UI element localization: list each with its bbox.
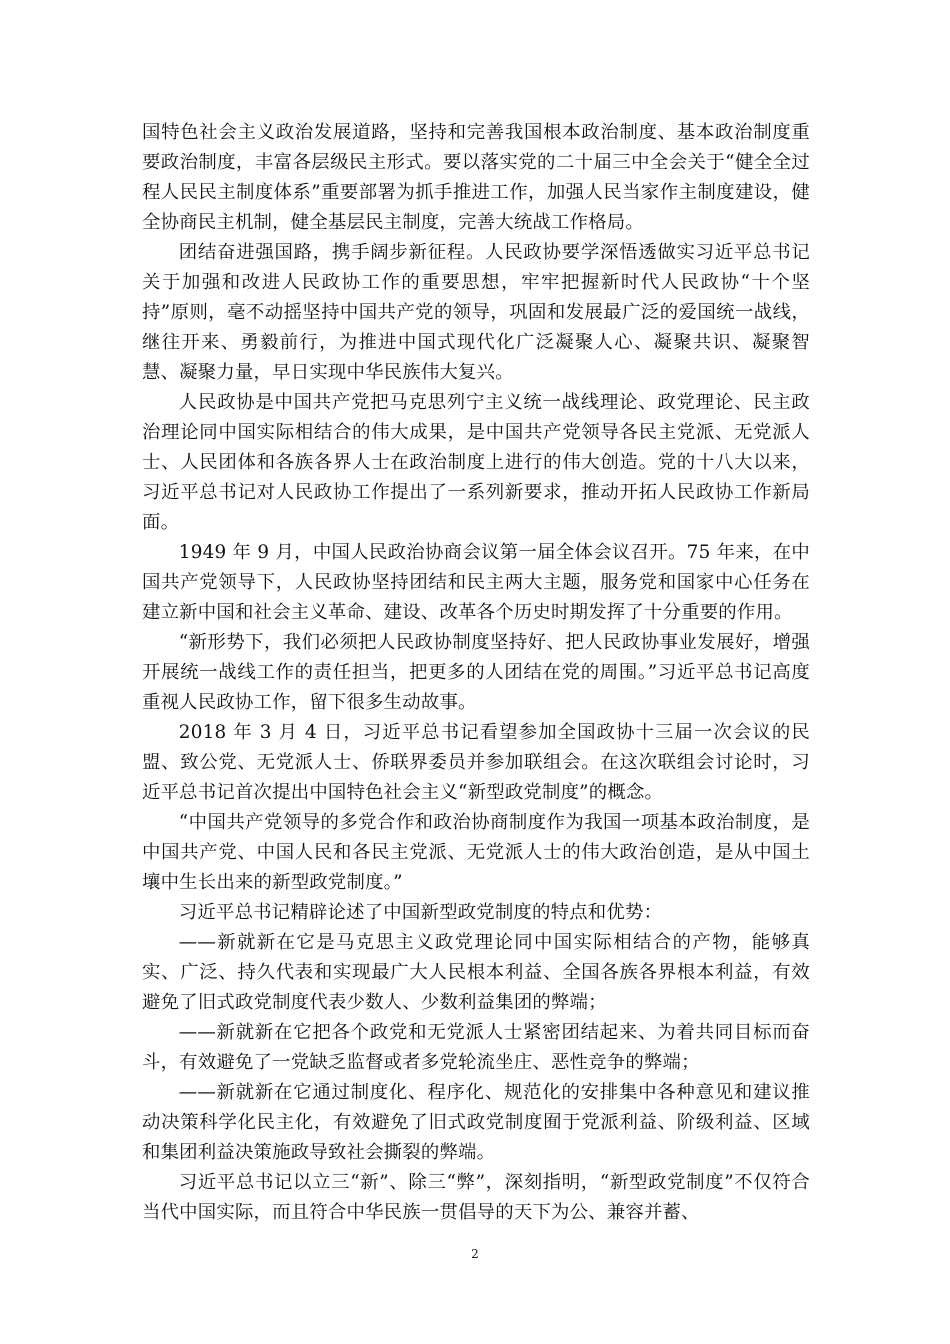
paragraph: 人民政协是中国共产党把马克思列宁主义统一战线理论、政党理论、民主政治理论同中国实际相结合的伟大成果，是中国共产党领导各民主党派、无党派人士、人民团体和各族各界人士在政治制度上进行的伟大创造。党的十八大以来，习近平总书记对人民政协工作提出了一系列新要求，推动开拓人民政协工作新局面。 (142, 392, 810, 533)
paragraph: 习近平总书记以立三“新”、除三“弊”，深刻指明，“新型政党制度”不仅符合当代中国实际，而且符合中华民族一贯倡导的天下为公、兼容并蓄、 (142, 1172, 810, 1223)
paragraph: ——新就新在它是马克思主义政党理论同中国实际相结合的产物，能够真实、广泛、持久代表和实现最广大人民根本利益、全国各族各界根本利益，有效避免了旧式政党制度代表少数人、少数利益集团的弊端； (142, 932, 810, 1013)
body-text (142, 118, 810, 1228)
paragraph: “新形势下，我们必须把人民政协制度坚持好、把人民政协事业发展好，增强开展统一战线工作的责任担当，把更多的人团结在党的周围。”习近平总书记高度重视人民政协工作，留下很多生动故事。 (142, 632, 810, 713)
paragraph: 团结奋进强国路，携手阔步新征程。人民政协要学深悟透做实习近平总书记关于加强和改进人民政协工作的重要思想，牢牢把握新时代人民政协“十个坚持”原则，毫不动摇坚持中国共产党的领导，巩固和发展最广泛的爱国统一战线，继往开来、勇毅前行，为推进中国式现代化广泛凝聚人心、凝聚共识、凝聚智慧、凝聚力量，早日实现中华民族伟大复兴。 (142, 242, 810, 383)
paragraph: 1949 年 9 月，中国人民政治协商会议第一届全体会议召开。75 年来，在中国共产党领导下，人民政协坚持团结和民主两大主题，服务党和国家中心任务在建立新中国和社会主义革命、建设、改革各个历史时期发挥了十分重要的作用。 (142, 542, 810, 623)
paragraph: 习近平总书记精辟论述了中国新型政党制度的特点和优势： (178, 902, 663, 923)
paragraph: ——新就新在它把各个政党和无党派人士紧密团结起来、为着共同目标而奋斗，有效避免了一党缺乏监督或者多党轮流坐庄、恶性竞争的弊端； (142, 1022, 810, 1073)
page-number: 2 (471, 1247, 479, 1261)
paragraph: 国特色社会主义政治发展道路，坚持和完善我国根本政治制度、基本政治制度重要政治制度，丰富各层级民主形式。要以落实党的二十届三中全会关于“健全全过程人民民主制度体系”重要部署为抓手推进工作，加强人民当家作主制度建设，健全协商民主机制，健全基层民主制度，完善大统战工作格局。 (142, 122, 810, 233)
paragraph: 2018 年 3 月 4 日，习近平总书记看望参加全国政协十三届一次会议的民盟、致公党、无党派人士、侨联界委员并参加联组会。在这次联组会讨论时，习近平总书记首次提出中国特色社会主义“新型政党制度”的概念。 (142, 722, 810, 803)
paragraph: “中国共产党领导的多党合作和政治协商制度作为我国一项基本政治制度，是中国共产党、中国人民和各民主党派、无党派人士的伟大政治创造，是从中国土壤中生长出来的新型政党制度。” (142, 812, 810, 893)
paragraph: ——新就新在它通过制度化、程序化、规范化的安排集中各种意见和建议推动决策科学化民主化，有效避免了旧式政党制度囿于党派利益、阶级利益、区域和集团利益决策施政导致社会撕裂的弊端。 (142, 1082, 810, 1163)
